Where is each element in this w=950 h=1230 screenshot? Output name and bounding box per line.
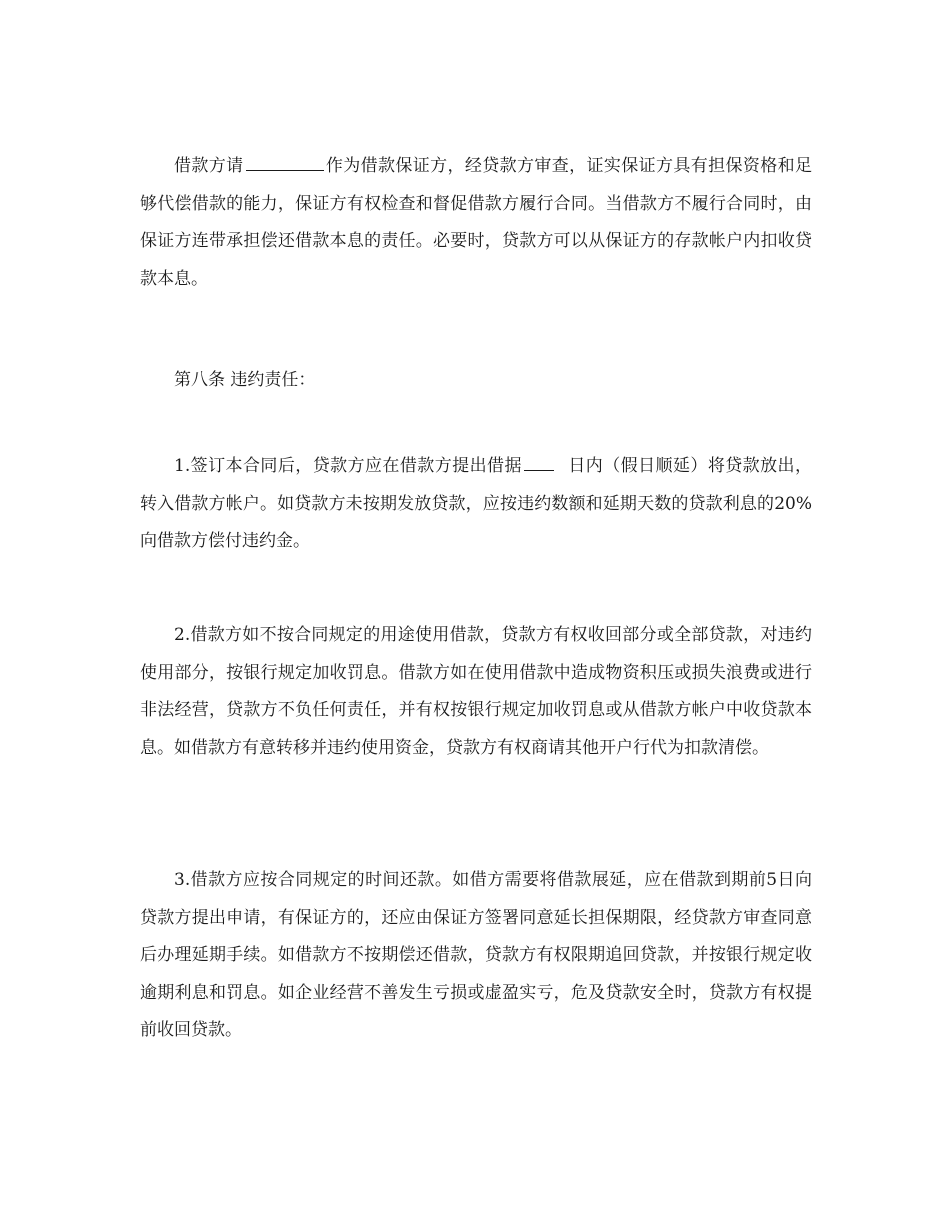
- clause-1-text-start: 1.签订本合同后，贷款方应在借款方提出借据: [174, 456, 522, 476]
- guarantee-paragraph: [140, 148, 812, 298]
- clause-1: [140, 448, 812, 561]
- clause-1-text-rest: 日内（假日顺延）将贷款放出，转入借款方帐户。如贷款方未按期发放贷款，应按违约数额和延期天数的贷款利息的20%向借款方偿付违约金。: [140, 456, 812, 552]
- guarantee-text-rest: 作为借款保证方，经贷款方审查，证实保证方具有担保资格和足够代偿借款的能力，保证方有权检查和督促借款方履行合同。当借款方不履行合同时，由保证方连带承担偿还借款本息的责任。必要时，贷款方可以从保证方的存款帐户内扣收贷款本息。: [140, 156, 812, 289]
- article-heading: 第八条 违约责任：: [174, 370, 316, 390]
- days-blank: [524, 455, 554, 471]
- clause-3: 3.借款方应按合同规定的时间还款。如借方需要将借款展延，应在借款到期前5日向贷款方提出申请，有保证方的，还应由保证方签署同意延长担保期限，经贷款方审查同意后办理延期手续。如借款方不按期偿还借款，贷款方有权限期追回贷款，并按银行规定收逾期利息和罚息。如企业经营不善发生亏损或虚盈实亏，危及贷款安全时，贷款方有权提前收回贷款。: [140, 870, 812, 1041]
- guarantor-name-blank: [246, 155, 324, 171]
- guarantee-text-start: 借款方请: [174, 156, 244, 176]
- clause-2: 2.借款方如不按合同规定的用途使用借款，贷款方有权收回部分或全部贷款，对违约使用部分，按银行规定加收罚息。借款方如在使用借款中造成物资积压或损失浪费或进行非法经营，贷款方不负任何责任，并有权按银行规定加收罚息或从借款方帐户中收贷款本息。如借款方有意转移并违约使用资金，贷款方有权商请其他开户行代为扣款清偿。: [140, 625, 812, 758]
